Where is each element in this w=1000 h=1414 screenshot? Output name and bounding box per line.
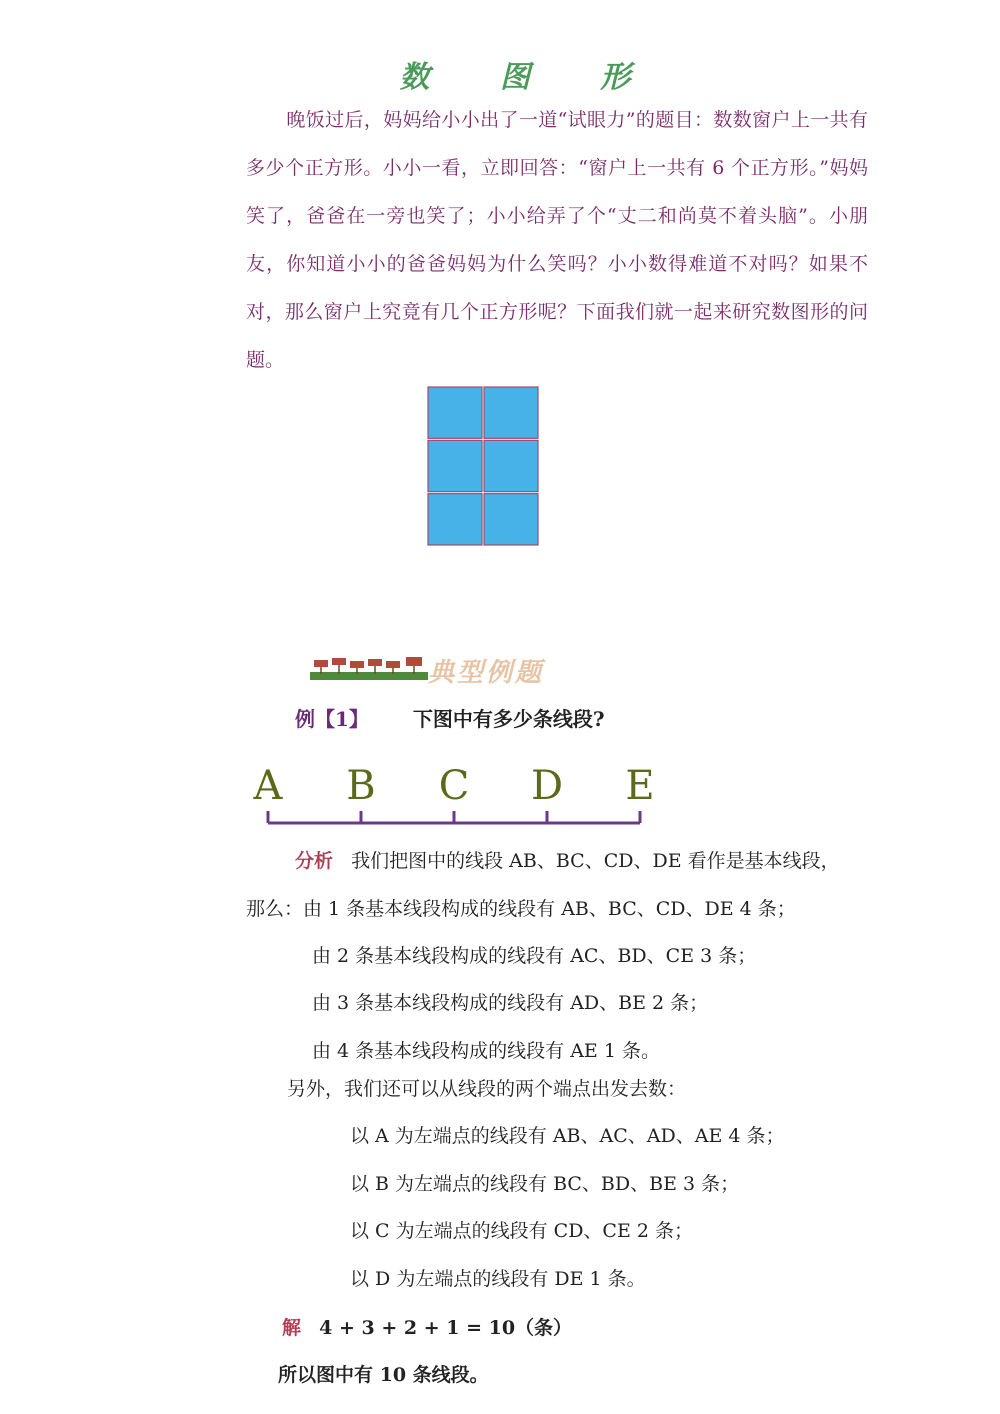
banner-decoration-icon	[310, 652, 428, 682]
solution-line	[282, 1313, 572, 1340]
window-pane	[428, 494, 482, 545]
analysis-line-8: 以 B 为左端点的线段有 BC、BD、BE 3 条；	[350, 1173, 740, 1195]
window-pane	[428, 440, 482, 491]
page-title: 数 图 形	[399, 60, 661, 95]
analysis-line-7: 以 A 为左端点的线段有 AB、AC、AD、AE 4 条；	[350, 1125, 785, 1147]
analysis-line-3: 由 2 条基本线段构成的线段有 AC、BD、CE 3 条；	[312, 945, 757, 967]
solution-conclusion: 所以图中有 10 条线段。	[278, 1364, 489, 1386]
example-question: 下图中有多少条线段?	[412, 707, 605, 731]
section-banner-title: 典型例题	[428, 658, 545, 688]
analysis-line-1	[295, 846, 840, 873]
analysis-line-5: 由 4 条基本线段构成的线段有 AE 1 条。	[312, 1040, 660, 1062]
banner-signs	[314, 657, 422, 668]
example-1	[295, 703, 605, 732]
window-pane	[484, 494, 538, 545]
analysis-line-4: 由 3 条基本线段构成的线段有 AD、BE 2 条；	[312, 992, 709, 1014]
intro-paragraph	[246, 96, 868, 384]
example-label: 例【1】	[295, 707, 369, 731]
window-pane	[484, 387, 538, 438]
analysis-line-6: 另外，我们还可以从线段的两个端点出发去数：	[287, 1078, 687, 1100]
analysis-line-9: 以 C 为左端点的线段有 CD、CE 2 条；	[350, 1220, 694, 1242]
segment-point-label-c: C	[438, 763, 470, 809]
segment-point-label-d: D	[530, 763, 564, 809]
solution-label: 解	[282, 1317, 302, 1339]
solution-equation: 4 + 3 + 2 + 1 = 10（条）	[319, 1317, 573, 1339]
analysis-line-2: 那么：由 1 条基本线段构成的线段有 AB、BC、CD、DE 4 条；	[246, 898, 796, 920]
analysis-text-1: 我们把图中的线段 AB、BC、CD、DE 看作是基本线段，	[351, 850, 840, 872]
segment-figure	[250, 755, 660, 831]
window-figure	[427, 386, 539, 546]
intro-text: 晚饭过后，妈妈给小小出了一道“试眼力”的题目：数数窗户上一共有多少个正方形。小小一看，立即回答：“窗户上一共有 6 个正方形。”妈妈笑了，爸爸在一旁也笑了；小小给弄了个“丈二和尚莫不着头脑”。小朋友，你知道小小的爸爸妈妈为什么笑吗？小小数得难道不对吗？如果不对，那么窗户上究竟有几个正方形呢？下面我们就一起来研究数图形的问题。	[246, 109, 868, 371]
segment-point-label-b: B	[346, 763, 376, 809]
analysis-label: 分析	[295, 850, 334, 872]
banner-grass	[310, 672, 428, 680]
segment-point-label-a: A	[253, 763, 283, 809]
window-pane	[484, 440, 538, 491]
segment-point-label-e: E	[625, 763, 655, 809]
window-pane	[428, 387, 482, 438]
analysis-line-10: 以 D 为左端点的线段有 DE 1 条。	[350, 1268, 646, 1290]
